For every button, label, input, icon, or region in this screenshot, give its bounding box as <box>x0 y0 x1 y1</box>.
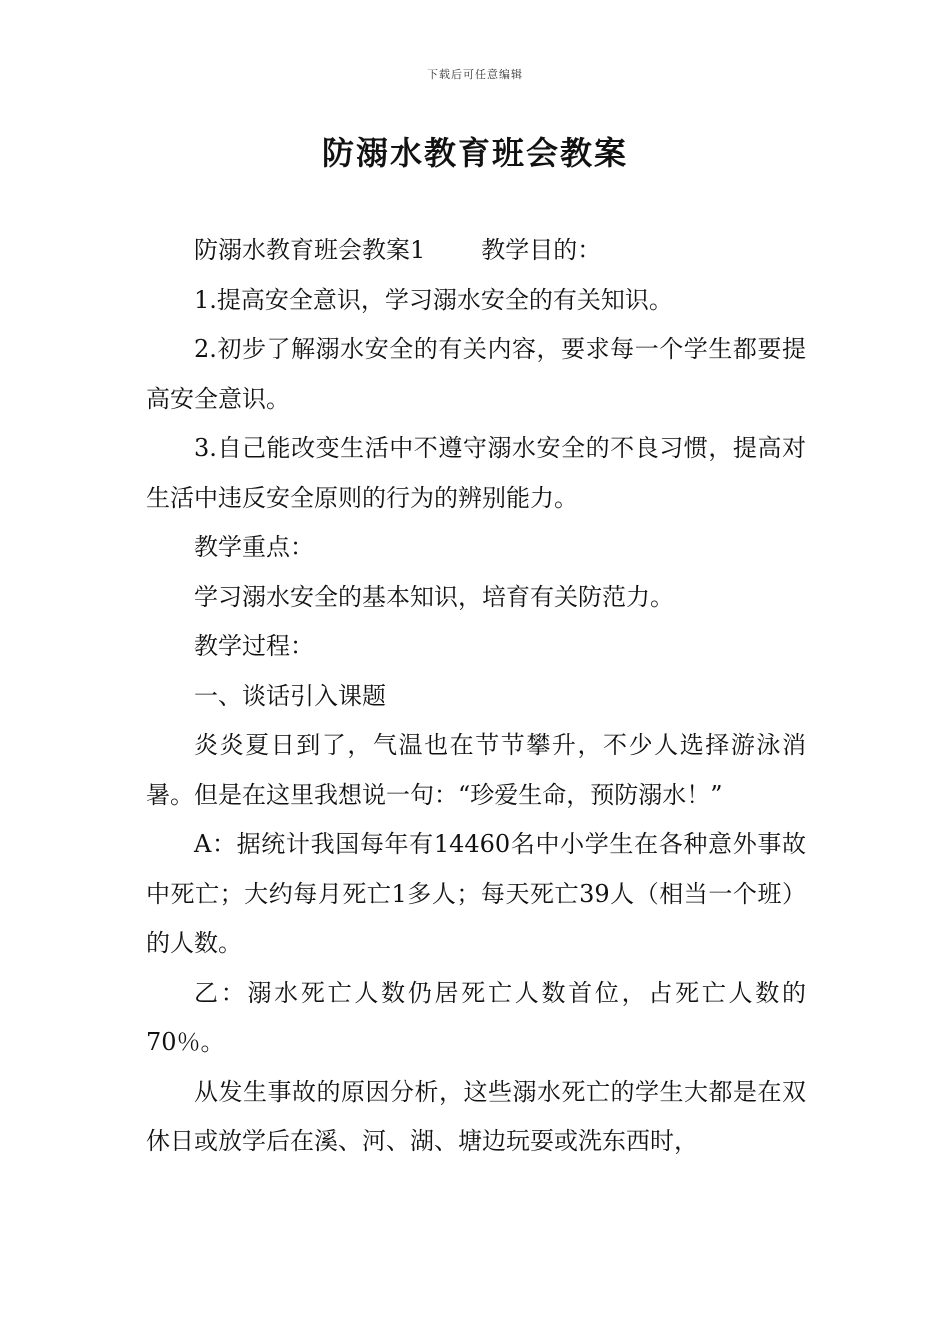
paragraph-section-1-heading: 一、谈话引入课题 <box>194 681 386 710</box>
paragraph-key-points-heading: 教学重点： <box>194 533 314 561</box>
paragraph-statistic-a: A：据统计我国每年有14460名中小学生在各种意外事故中死亡；大约每月死亡1多人；每天死亡39人（相当一个班）的人数。 <box>146 830 806 957</box>
paragraph-intro: 炎炎夏日到了，气温也在节节攀升，不少人选择游泳消暑。但是在这里我想说一句：“珍爱生命，预防溺水！” <box>146 731 806 809</box>
paragraph-process-heading: 教学过程： <box>194 632 314 660</box>
paragraph-statistic-b: 乙：溺水死亡人数仍居死亡人数首位，占死亡人数的70％。 <box>146 978 806 1056</box>
paragraph-lesson-heading <box>146 226 806 276</box>
objective-label: 教学目的： <box>481 236 602 264</box>
paragraph-key-points: 学习溺水安全的基本知识，培育有关防范力。 <box>194 582 674 611</box>
paragraph-objective-1: 1.提高安全意识，学习溺水安全的有关知识。 <box>194 285 673 314</box>
document-body <box>146 226 806 1167</box>
paragraph-objective-2: 2.初步了解溺水安全的有关内容，要求每一个学生都要提高安全意识。 <box>146 335 806 413</box>
paragraph-objective-3: 3.自己能改变生活中不遵守溺水安全的不良习惯，提高对生活中违反安全原则的行为的辨别能力。 <box>146 434 806 512</box>
document-title: 防溺水教育班会教案 <box>321 134 628 172</box>
header-note: 下载后可任意编辑 <box>427 68 523 81</box>
paragraph-cause-analysis: 从发生事故的原因分析，这些溺水死亡的学生大都是在双休日或放学后在溪、河、湖、塘边玩耍或洗东西时， <box>146 1077 806 1155</box>
lesson-label: 防溺水教育班会教案1 <box>194 236 426 264</box>
